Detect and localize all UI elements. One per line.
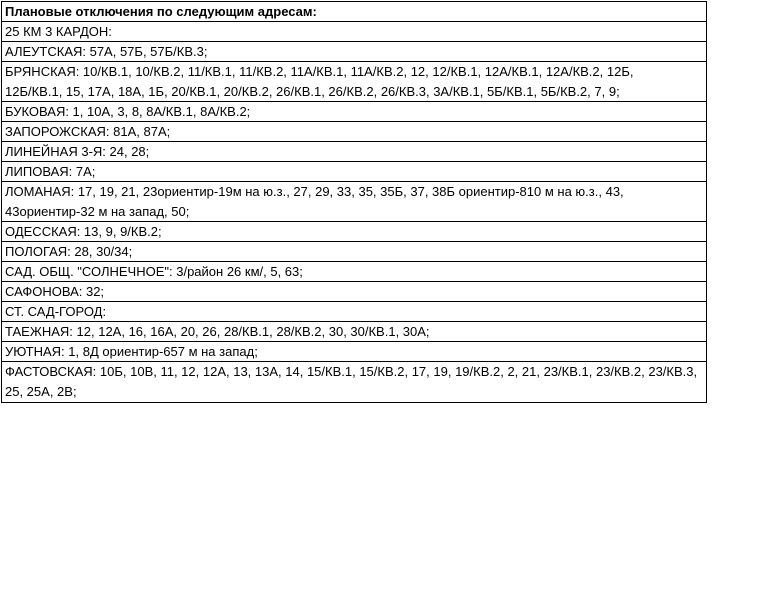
address-rows — [2, 22, 706, 402]
address-row-text: 25, 25А, 2В; — [5, 384, 77, 399]
address-row — [2, 242, 706, 262]
address-row-text: УЮТНАЯ: 1, 8Д ориентир-657 м на запад; — [5, 344, 258, 359]
address-row — [2, 182, 706, 222]
address-row — [2, 42, 706, 62]
address-row — [2, 102, 706, 122]
address-row — [2, 162, 706, 182]
address-row-text: ТАЕЖНАЯ: 12, 12А, 16, 16А, 20, 26, 28/КВ.1, 28/КВ.2, 30, 30/КВ.1, 30А; — [5, 324, 430, 339]
address-row-text: СТ. САД-ГОРОД: — [5, 304, 107, 319]
address-row-text: БРЯНСКАЯ: 10/КВ.1, 10/КВ.2, 11/КВ.1, 11/КВ.2, 11А/КВ.1, 11А/КВ.2, 12, 12/КВ.1, 12А/КВ.1, 12А/КВ.2, 12Б, — [5, 64, 634, 79]
address-row — [2, 302, 706, 322]
address-row — [2, 322, 706, 342]
address-row — [2, 362, 706, 402]
address-row-text: 12Б/КВ.1, 15, 17А, 18А, 1Б, 20/КВ.1, 20/КВ.2, 26/КВ.1, 26/КВ.2, 26/КВ.3, 3А/КВ.1, 5Б/КВ.1, 5Б/КВ.2, 7, 9; — [5, 84, 620, 99]
address-row-text: ЛИПОВАЯ: 7А; — [5, 164, 96, 179]
address-row-text: ФАСТОВСКАЯ: 10Б, 10В, 11, 12, 12А, 13, 13А, 14, 15/КВ.1, 15/КВ.2, 17, 19, 19/КВ.2, 2, 21, 23/КВ.1, 23/КВ.2, 23/КВ.3, — [5, 364, 698, 379]
address-table — [1, 1, 707, 403]
address-row-text: БУКОВАЯ: 1, 10А, 3, 8, 8А/КВ.1, 8А/КВ.2; — [5, 104, 251, 119]
address-row-text: ЛИНЕЙНАЯ 3-Я: 24, 28; — [5, 144, 150, 159]
address-row — [2, 262, 706, 282]
address-row — [2, 142, 706, 162]
address-row — [2, 342, 706, 362]
address-row-text: 25 КМ 3 КАРДОН: — [5, 24, 112, 39]
address-row-text: ЗАПОРОЖСКАЯ: 81А, 87А; — [5, 124, 171, 139]
address-row-text: 43ориентир-32 м на запад, 50; — [5, 204, 190, 219]
address-row — [2, 222, 706, 242]
address-row-text: ПОЛОГАЯ: 28, 30/34; — [5, 244, 133, 259]
address-row-text: ЛОМАНАЯ: 17, 19, 21, 23ориентир-19м на ю.з., 27, 29, 33, 35, 35Б, 37, 38Б ориентир-810 м на ю.з., 43, — [5, 184, 624, 199]
address-row — [2, 122, 706, 142]
address-row — [2, 22, 706, 42]
address-row-text: САФОНОВА: 32; — [5, 284, 105, 299]
table-title: Плановые отключения по следующим адресам: — [2, 2, 706, 22]
address-row-text: САД. ОБЩ. "СОЛНЕЧНОЕ": 3/район 26 км/, 5, 63; — [5, 264, 303, 279]
address-row-text: ОДЕССКАЯ: 13, 9, 9/КВ.2; — [5, 224, 162, 239]
address-row — [2, 62, 706, 102]
address-row — [2, 282, 706, 302]
address-row-text: АЛЕУТСКАЯ: 57А, 57Б, 57Б/КВ.3; — [5, 44, 208, 59]
